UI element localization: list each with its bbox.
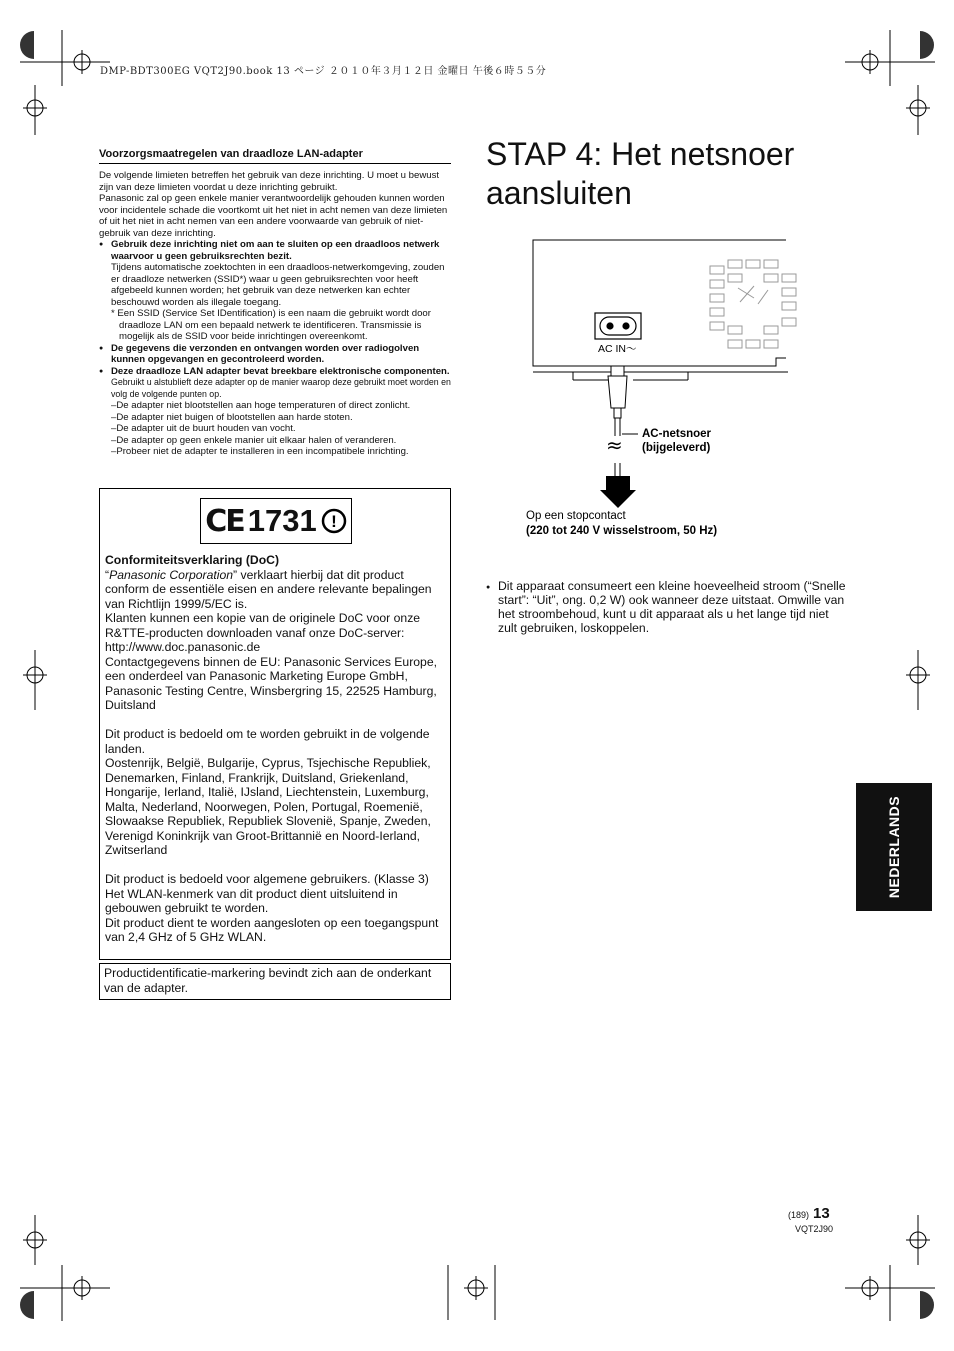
lan-dash-item: –De adapter op geen enkele manier uit elkaar halen of veranderen. bbox=[111, 434, 397, 446]
declaration-of-conformity-box bbox=[99, 488, 451, 960]
language-label: NEDERLANDS bbox=[886, 795, 903, 899]
standby-power-text: ● Dit apparaat consumeert een kleine hoeveelheid stroom (“Snelle start”: “Uit”, ong. 0,2 W) ook wanneer deze uitstaat. Omwille van het stroombehoud, kunt u dit apparaat als u het lange tijd niet zult gebruiken, loskoppelen. bbox=[486, 579, 846, 635]
doc-declaration: “Panasonic Corporation” verklaart hierbij dat dit product conform de essentiële eisen en andere relevante bepalingen van Richtlijn 1999/5/EC is. bbox=[105, 567, 432, 611]
outlet-arrow bbox=[600, 476, 636, 508]
lan-intro-1: De volgende limieten betreffen het gebruik van deze inrichting. U moet u bewust zijn van deze limieten voordat u deze inrichting gebruikt. bbox=[99, 170, 440, 193]
cable-break-symbol: ≈ bbox=[606, 433, 623, 457]
lan-bullet-3-text: Gebruikt u alstublieft deze adapter op de manier waarop deze gebruikt moet worden en volg de volgende punten op. bbox=[111, 377, 451, 399]
lan-bullet-1-heading: ● Gebruik deze inrichting niet om aan te sluiten op een draadloos netwerk waarvoor u geen gebruiksrechten bezit. bbox=[99, 239, 451, 262]
power-cord-diagram bbox=[518, 238, 818, 548]
doc-contact: Contactgegevens binnen de EU: Panasonic Services Europe, een onderdeel van Panasonic Marketing Europe GmbH, bbox=[105, 654, 437, 683]
step-title: STAP 4: Het netsnoer aansluiten bbox=[486, 136, 795, 211]
product-identification-box: Productidentificatie-markering bevindt zich aan de onderkant van de adapter. bbox=[99, 963, 451, 1000]
alert-icon bbox=[321, 508, 347, 534]
cable-label-line-2: (bijgeleverd) bbox=[642, 442, 711, 454]
doc-title: Conformiteitsverklaring (DoC) bbox=[105, 553, 280, 567]
doc-countries-list: Oostenrijk, België, Bulgarije, Cyprus, Tsjechische Republiek, Denemarken, Finland, Frankrijk, Duitsland, Griekenland, Hongarije, Ierland, Italië, IJsland, Liechtenstein, Luxemburg, Malta, Nederland, Noorwegen, Polen, Portugal, Roemenië, Slowaakse Republiek, Republiek Slovenië, Spanje, Zweden, Verenigd Koninkrijk van Groot-Brittannië en Noord-Ierland, Zwitserland bbox=[105, 756, 431, 857]
doc-address: Panasonic Testing Centre, Winsbergring 15, 22525 Hamburg, Duitsland bbox=[105, 683, 437, 712]
page-number-value: 13 bbox=[813, 1205, 830, 1222]
doc-server-url: http://www.doc.panasonic.de bbox=[105, 640, 261, 654]
lan-bullet-1-text: Tijdens automatische zoektochten in een draadloos-netwerkomgeving, zouden er draadloze netwerken (SSID*) waar u geen gebruiksrechten voor heeft afgebeeld kunnen worden; het gebruik van deze netwerken kan echter beschouwd worden als illegale toegang. bbox=[111, 262, 445, 308]
doc-user-class: Dit product is bedoeld voor algemene gebruikers. (Klasse 3) bbox=[105, 872, 429, 886]
lan-bullet-1-footnote: * Een SSID (Service Set IDentification) is een naam die gebruikt wordt door draadloze LAN om een bepaald netwerk te identificeren. Transmissie is mogelijk als de SSID voor beide inrichtingen overeenkomt. bbox=[111, 308, 431, 342]
ce-mark bbox=[200, 498, 352, 544]
doc-countries-intro: Dit product is bedoeld om te worden gebruikt in de volgende landen. bbox=[105, 727, 430, 756]
power-plug bbox=[608, 366, 627, 418]
ac-in-label: AC IN～ bbox=[598, 343, 637, 355]
file-header-line: DMP-BDT300EG VQT2J90.book 13 ページ ２０１０年３月１２日 金曜日 午後６時５５分 bbox=[100, 66, 547, 77]
lan-dash-item: –Probeer niet de adapter te installeren in een incompatibele inrichting. bbox=[111, 446, 409, 457]
page-number bbox=[788, 1205, 830, 1223]
vent-grille bbox=[710, 260, 796, 348]
ce-symbol: CE bbox=[205, 503, 244, 539]
device-rear-panel bbox=[533, 240, 786, 366]
page-number-prefix: (189) bbox=[788, 1210, 810, 1220]
doc-wlan-access-point: Dit product dient te worden aangesloten op een toegangspunt van 2,4 GHz of 5 GHz WLAN. bbox=[105, 915, 439, 944]
lan-section-title: Voorzorgsmaatregelen van draadloze LAN-adapter bbox=[99, 148, 451, 164]
alert-mark: ! bbox=[330, 512, 337, 531]
lan-dash-item: –De adapter uit de buurt houden van vocht. bbox=[111, 423, 296, 434]
standby-power-note bbox=[486, 579, 846, 635]
ce-notified-body-number: 1731 bbox=[247, 503, 317, 538]
lan-dash-item: –De adapter niet blootstellen aan hoge temperaturen of direct zonlicht. bbox=[111, 400, 411, 411]
language-side-tab bbox=[856, 783, 932, 911]
lan-precautions-section bbox=[99, 148, 451, 458]
lan-intro-2: Panasonic zal op geen enkele manier verantwoordelijk gehouden kunnen worden voor incidentele schade die voortkomt uit het niet in acht nemen van deze limieten of uit het niet in acht nemen van een andere voorwaarde van gebruik of niet-gebruik van deze inrichting. bbox=[99, 193, 448, 239]
lan-bullet-2-heading: ● De gegevens die verzonden en ontvangen worden over radiogolven kunnen opgevangen en gecontroleerd worden. bbox=[99, 343, 451, 366]
doc-download-info: Klanten kunnen een kopie van de originele DoC voor onze R&TTE-producten downloaden vanaf onze DoC-server: bbox=[105, 611, 421, 640]
document-code: VQT2J90 bbox=[795, 1224, 834, 1234]
outlet-label-line-1: Op een stopcontact bbox=[526, 510, 626, 522]
lan-dash-item: –De adapter niet buigen of blootstellen aan harde stoten. bbox=[111, 411, 353, 423]
doc-wlan-indoor: Het WLAN-kenmerk van dit product dient uitsluitend in gebouwen gebruikt te worden. bbox=[105, 886, 398, 915]
company-name: Panasonic Corporation bbox=[109, 567, 234, 582]
cable-label-line-1: AC-netsnoer bbox=[642, 428, 712, 440]
ac-in-socket bbox=[595, 313, 641, 339]
outlet-label-line-2: (220 tot 240 V wisselstroom, 50 Hz) bbox=[526, 525, 718, 537]
doc-text-block bbox=[105, 553, 449, 945]
lan-bullet-3-heading: ● Deze draadloze LAN adapter bevat breekbare elektronische componenten. bbox=[99, 366, 451, 378]
